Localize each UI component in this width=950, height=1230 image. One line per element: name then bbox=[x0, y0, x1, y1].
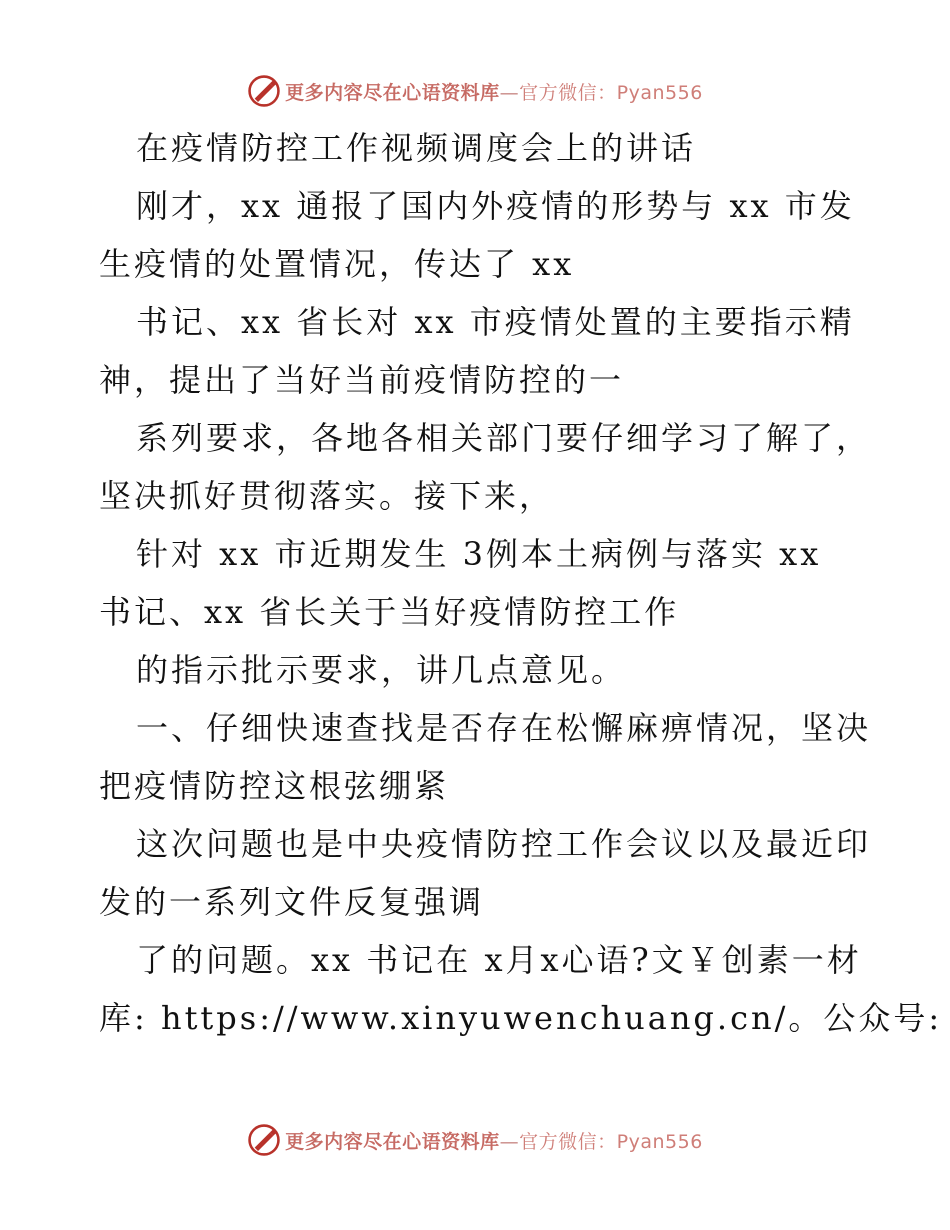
banner-text bbox=[285, 78, 703, 105]
banner-site-text: 更多内容尽在心语资料库 bbox=[285, 1130, 500, 1153]
pen-logo-icon bbox=[247, 1123, 281, 1157]
banner-separator: — bbox=[499, 81, 520, 104]
banner-contact-text: 官方微信：Pyan556 bbox=[519, 1130, 703, 1153]
paragraph-line: 书记、xx 省长对 xx 市疫情处置的主要指示精 bbox=[136, 303, 855, 341]
document-title: 在疫情防控工作视频调度会上的讲话 bbox=[136, 129, 697, 167]
paragraph-line: 系列要求，各地各相关部门要仔细学习了解了， bbox=[136, 419, 872, 457]
paragraph-line: 神，提出了当好当前疫情防控的一 bbox=[99, 361, 625, 399]
paragraph-line: 发的一系列文件反复强调 bbox=[99, 883, 485, 921]
banner-site-text: 更多内容尽在心语资料库 bbox=[285, 81, 500, 104]
banner-contact-text: 官方微信：Pyan556 bbox=[519, 81, 703, 104]
paragraph-line: 刚才，xx 通报了国内外疫情的形势与 xx 市发 bbox=[136, 187, 855, 225]
section-heading-line: 一、仔细快速查找是否存在松懈麻痹情况，坚决 bbox=[136, 709, 872, 747]
banner-separator: — bbox=[499, 1130, 520, 1153]
paragraph-line: 生疫情的处置情况，传达了 xx bbox=[99, 245, 575, 283]
section-heading-line: 把疫情防控这根弦绷紧 bbox=[99, 767, 450, 805]
pen-logo-icon bbox=[247, 74, 281, 108]
paragraph-line: 书记、xx 省长关于当好疫情防控工作 bbox=[99, 593, 680, 631]
paragraph-line: 针对 xx 市近期发生 3例本土病例与落实 xx bbox=[136, 535, 822, 573]
paragraph-line: 的指示批示要求，讲几点意见。 bbox=[136, 651, 627, 689]
banner-text bbox=[285, 1127, 703, 1154]
paragraph-line: 这次问题也是中央疫情防控工作会议以及最近印 bbox=[136, 825, 872, 863]
footer-banner bbox=[0, 1120, 950, 1160]
paragraph-line: 坚决抓好贯彻落实。接下来， bbox=[99, 477, 555, 515]
paragraph-line: 了的问题。xx 书记在 x月x心语?文￥创素一材 bbox=[136, 941, 862, 979]
paragraph-line: 库: https://www.xinyuwenchuang.cn/。公众号: bbox=[99, 999, 943, 1037]
header-banner bbox=[0, 71, 950, 111]
